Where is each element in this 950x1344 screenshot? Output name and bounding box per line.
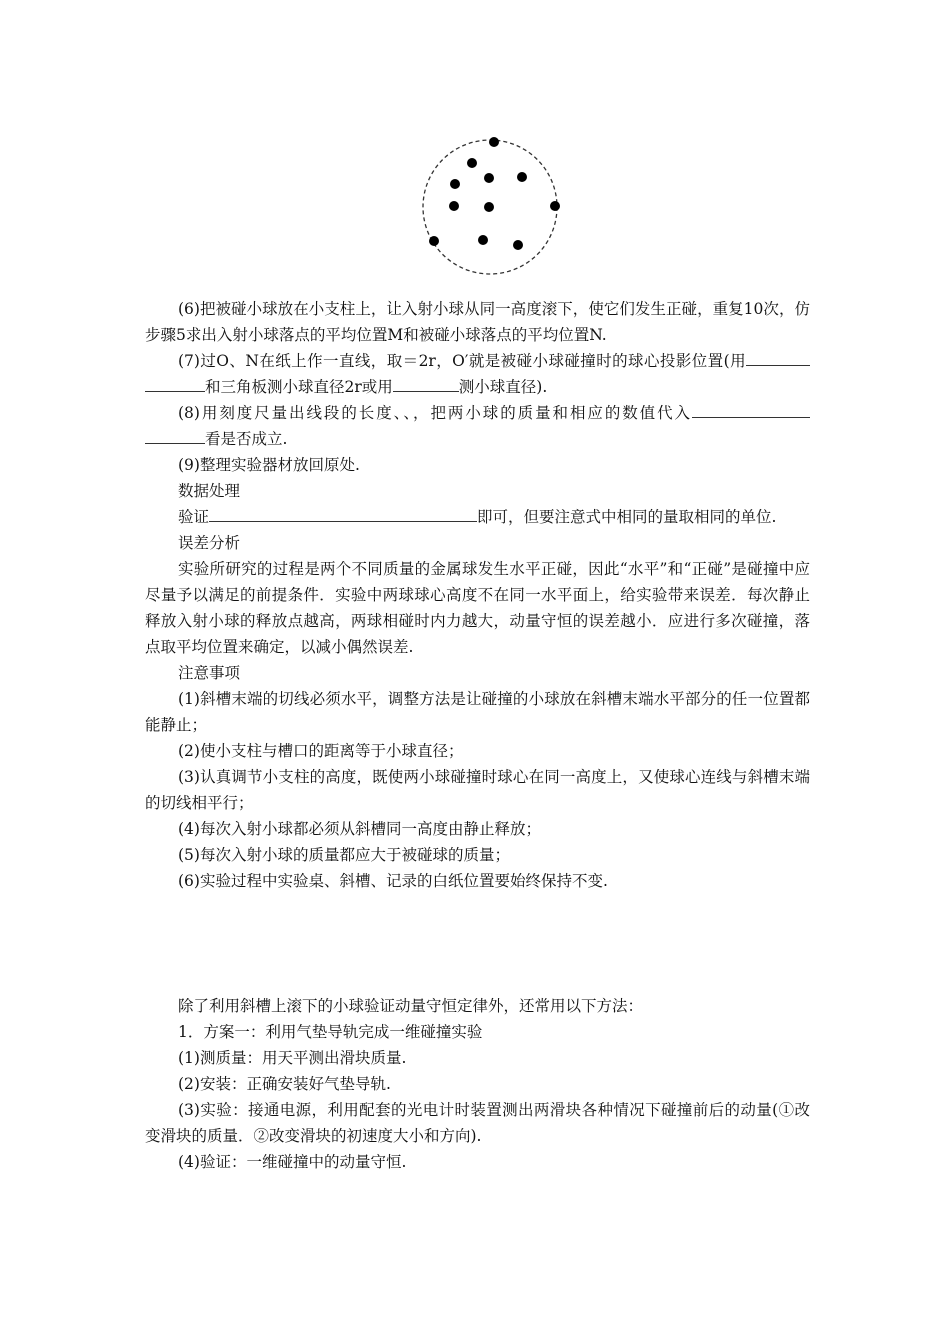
step-9: (9)整理实验器材放回原处. [178,456,360,474]
step-6: (6)把被碰小球放在小支柱上，让入射小球从同一高度滚下，使它们发生正碰，重复10次，仿步骤5求出入射小球落点的平均位置M和被碰小球落点的平均位置N. [145,300,810,344]
plan-1-item: (1)测质量：用天平测出滑块质量. [178,1049,407,1067]
plan-1-item: (4)验证：一维碰撞中的动量守恒. [178,1153,407,1171]
step-7: (7)过O、N在纸上作一直线，取＝2r，O′就是被碰小球碰撞时的球心投影位置(用和三角板测小球直径2r或用 测小球直径). [145,348,810,400]
data-processing-heading: 数据处理 [178,482,241,500]
landing-point [449,201,459,211]
landing-point [467,158,477,168]
note-item: (6)实验过程中实验桌、斜槽、记录的白纸位置要始终保持不变. [178,872,608,890]
landing-point [429,236,439,246]
landing-point [513,240,523,250]
landing-point [517,172,527,182]
data-processing-text: 验证 即可，但要注意式中相同的量取相同的单位. [178,508,777,526]
step-8: (8)用刻度尺量出线段的长度、、，把两小球的质量和相应的数值代入看是否成立. [145,400,810,452]
landing-point [478,235,488,245]
landing-point [489,137,499,147]
plan-1-item: (2)安装：正确安装好气垫导轨. [178,1075,391,1093]
landing-point [550,201,560,211]
notes-heading: 注意事项 [178,664,241,682]
section2-intro: 除了利用斜槽上滚下的小球验证动量守恒定律外，还常用以下方法： [178,997,644,1015]
plan-1-item: (3)实验：接通电源，利用配套的光电计时装置测出两滑块各种情况下碰撞前后的动量(①改变滑块的质量．②改变滑块的初速度大小和方向). [145,1101,810,1145]
section-spacer [145,894,810,993]
note-item: (1)斜槽末端的切线必须水平，调整方法是让碰撞的小球放在斜槽末端水平部分的任一位置都能静止； [145,690,810,734]
plan-1-heading: 1．方案一：利用气垫导轨完成一维碰撞实验 [178,1023,483,1041]
note-item: (2)使小支柱与槽口的距离等于小球直径； [178,742,464,760]
landing-points-figure [415,133,565,278]
error-analysis-body: 实验所研究的过程是两个不同质量的金属球发生水平正碰，因此“水平”和“正碰”是碰撞中应尽量予以满足的前提条件．实验中两球球心高度不在同一水平面上，给实验带来误差．每次静止释放入射小球的释放点越高，两球相碰时内力越大，动量守恒的误差越小．应进行多次碰撞，落点取平均位置来确定，以减小偶然误差. [145,560,810,656]
note-item: (3)认真调节小支柱的高度，既使两小球碰撞时球心在同一高度上，又使球心连线与斜槽末端的切线相平行； [145,768,810,812]
note-item: (5)每次入射小球的质量都应大于被碰球的质量； [178,846,510,864]
main-text [145,296,810,1175]
note-item: (4)每次入射小球都必须从斜槽同一高度由静止释放； [178,820,541,838]
error-analysis-heading: 误差分析 [178,534,241,552]
landing-point [484,173,494,183]
landing-point [484,202,494,212]
landing-point [450,179,460,189]
